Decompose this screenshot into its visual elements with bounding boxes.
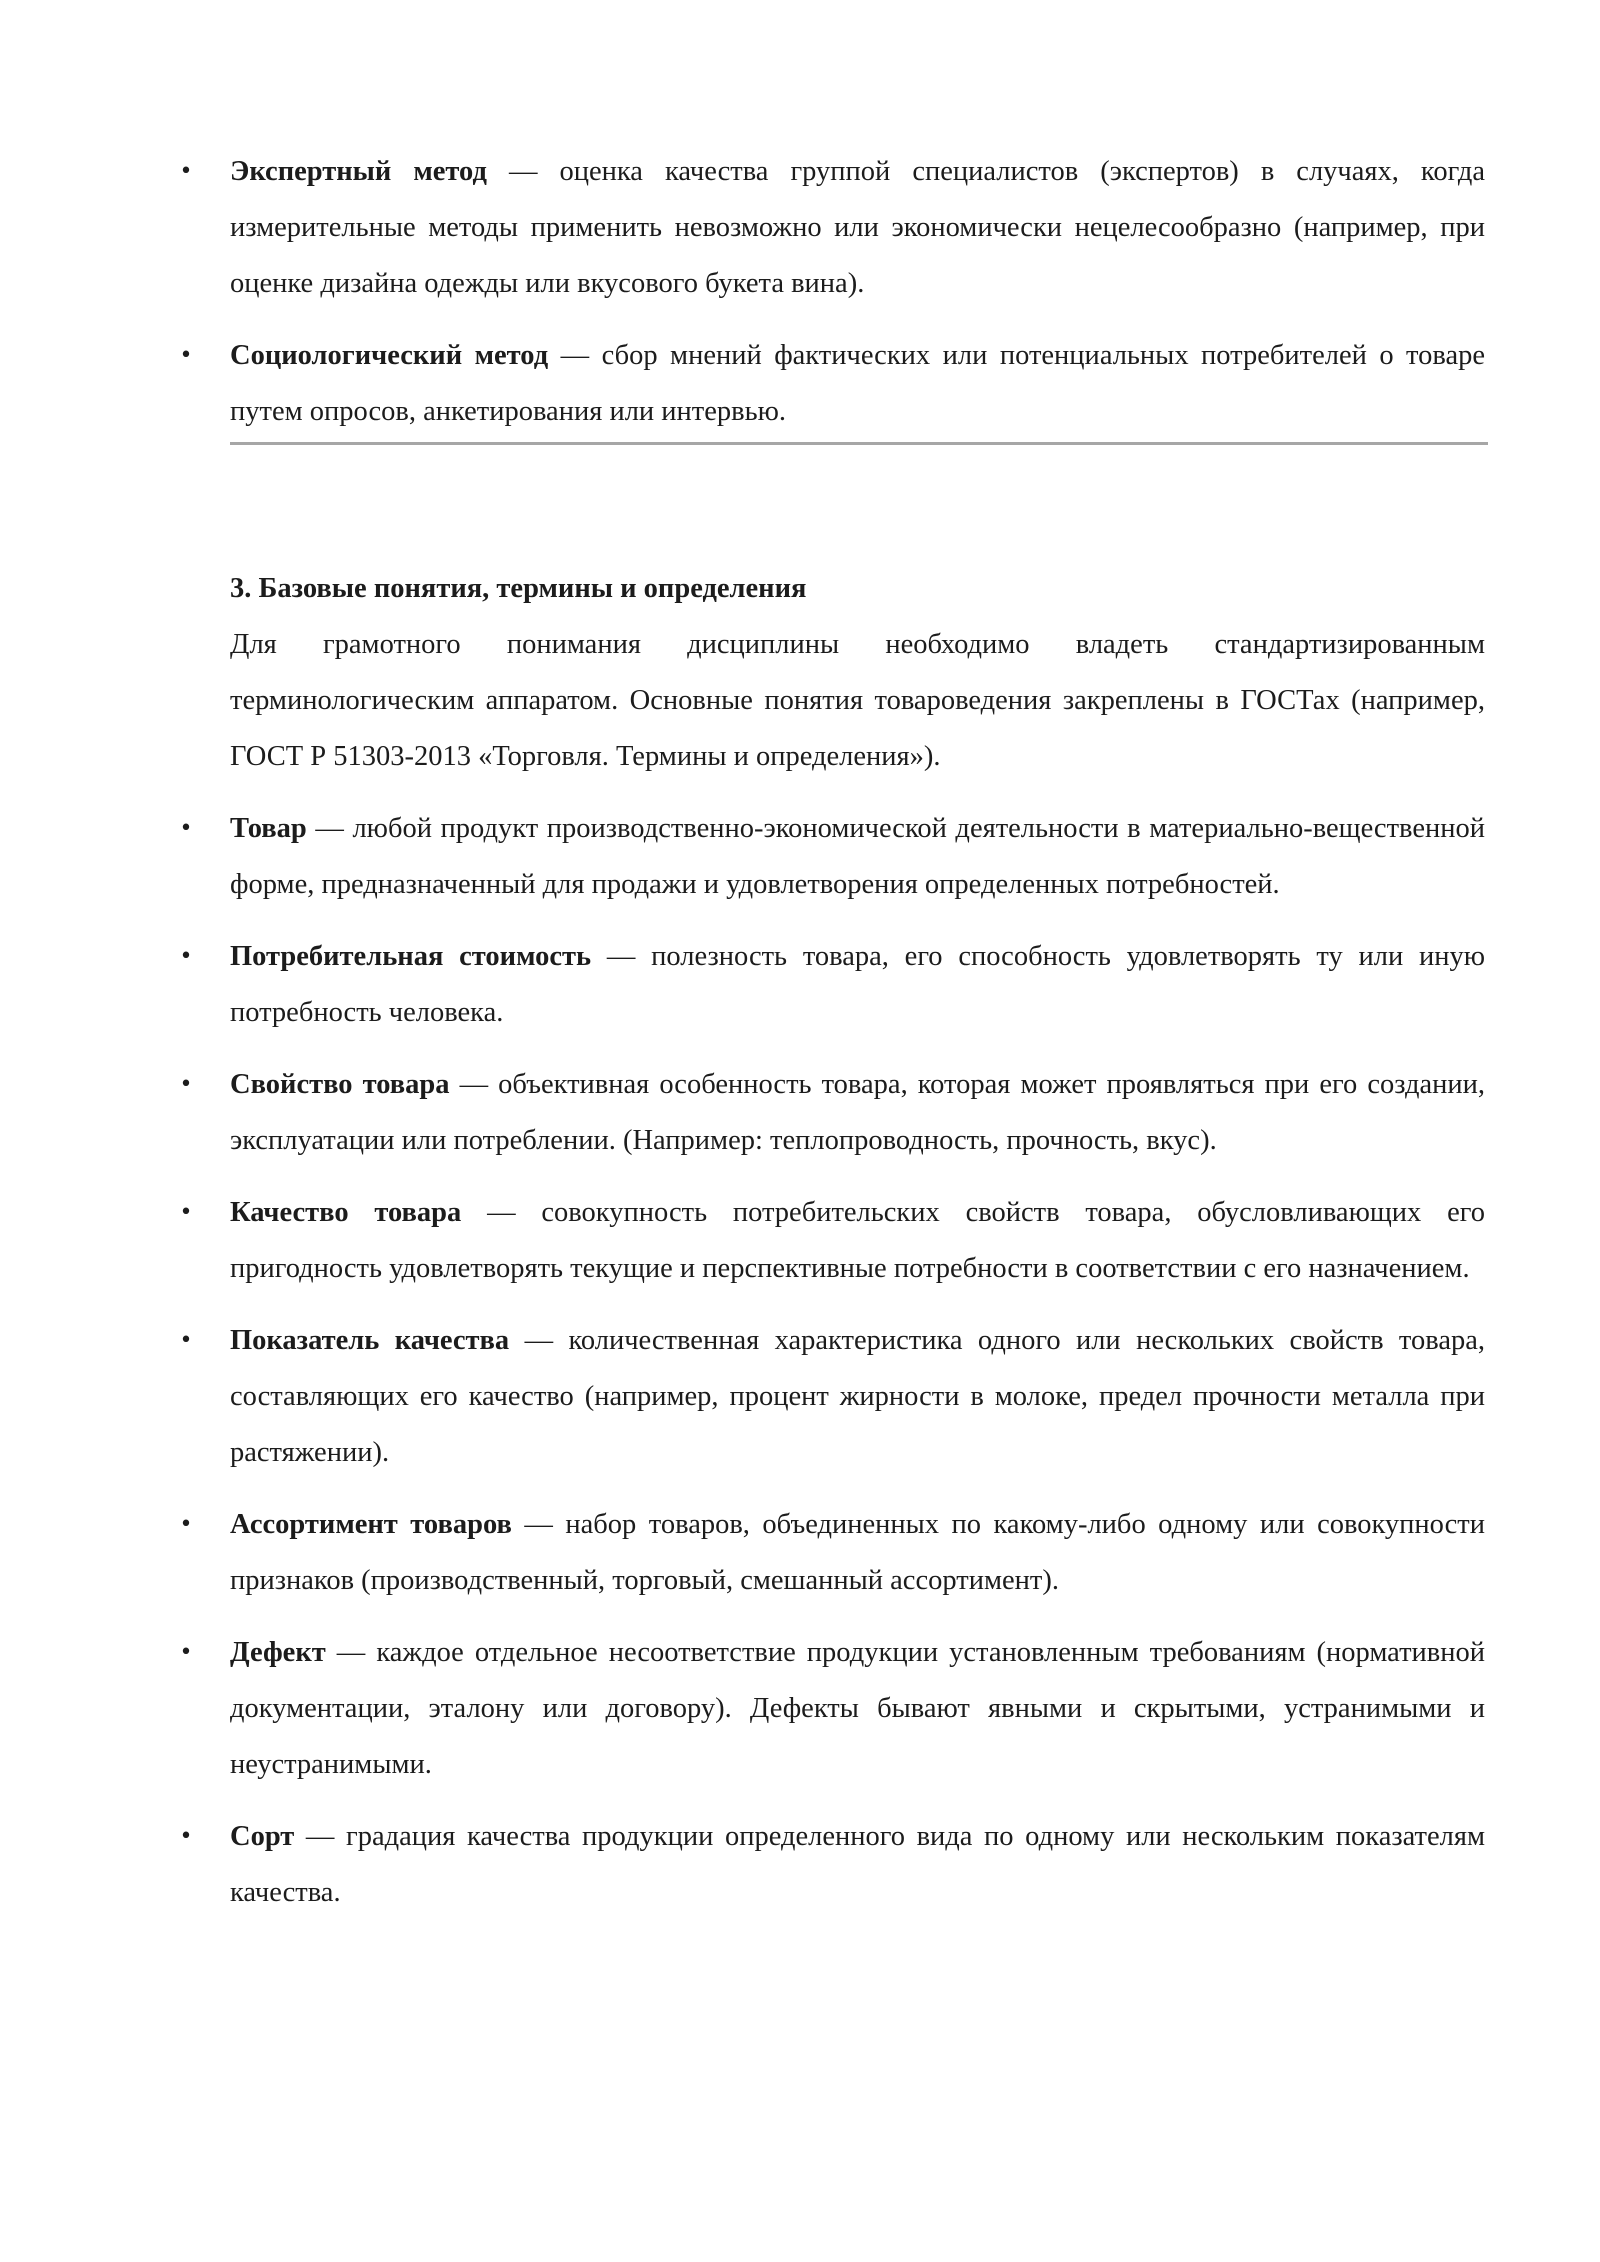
term-definition: — любой продукт производственно-экономической деятельности в материально-вещественной форме, предназначенный для продажи и удовлетворения определенных потребностей. [230,813,1485,900]
term-definition: — количественная характеристика одного или нескольких свойств товара, составляющих его качество (например, процент жирности в молоке, предел прочности металла при растяжении). [230,1325,1486,1468]
bullet-icon: • [179,944,193,969]
term-definition: — полезность товара, его способность удовлетворять ту или иную потребность человека. [230,941,1486,1028]
list-item [179,1625,1485,1793]
methods-list [179,144,1485,440]
bullet-icon: • [179,1512,193,1537]
list-item [179,328,1485,440]
term-label: Свойство товара [230,1069,450,1100]
bullet-icon: • [179,816,193,841]
term-definition: — набор товаров, объединенных по какому-либо одному или совокупности признаков (производственный, торговый, смешанный ассортимент). [230,1509,1485,1596]
term-label: Экспертный метод [230,156,487,187]
bullet-icon: • [179,159,193,184]
list-item [179,1313,1486,1481]
list-item [179,929,1486,1041]
term-definition: — каждое отдельное несоответствие продукции установленным требованиям (нормативной документации, эталону или договору). Дефекты бывают явными и скрытыми, устранимыми и неустранимыми. [230,1637,1485,1780]
term-label: Товар [230,813,307,844]
term-label: Социологический метод [230,340,549,371]
section-intro: Для грамотного понимания дисциплины необходимо владеть стандартизированным терминологическим аппаратом. Основные понятия товароведения закреплены в ГОСТах (например, ГОСТ Р 51303-2013 «Торговля. Термины и определения»). [230,629,1485,772]
bullet-icon: • [179,1640,193,1665]
bullet-icon: • [179,1200,193,1225]
list-item [179,1497,1485,1609]
term-label: Показатель качества [230,1325,510,1356]
term-label: Сорт [230,1821,295,1852]
list-item [179,1057,1485,1169]
bullet-icon: • [179,1072,193,1097]
terms-list [179,801,1486,1921]
term-definition: — сбор мнений фактических или потенциальных потребителей о товаре путем опросов, анкетирования или интервью. [230,340,1485,427]
term-definition: — градация качества продукции определенного вида по одному или нескольким показателям качества. [230,1821,1485,1908]
bullet-icon: • [179,1328,193,1353]
list-item [179,801,1485,913]
section-heading: 3. Базовые понятия, термины и определения [230,573,807,604]
list-item [179,1809,1485,1921]
term-label: Дефект [230,1637,326,1668]
page-content [179,144,1486,1937]
bullet-icon: • [179,1824,193,1849]
bullet-icon: • [179,343,193,368]
horizontal-divider [230,442,1488,445]
term-definition: — оценка качества группой специалистов (экспертов) в случаях, когда измерительные методы применить невозможно или экономически нецелесообразно (например, при оценке дизайна одежды или вкусового букета вина). [230,156,1485,299]
term-definition: — объективная особенность товара, которая может проявляться при его создании, эксплуатации или потреблении. (Например: теплопроводность, прочность, вкус). [230,1069,1485,1156]
list-item [179,144,1485,312]
term-definition: — совокупность потребительских свойств товара, обусловливающих его пригодность удовлетворять текущие и перспективные потребности в соответствии с его назначением. [230,1197,1485,1284]
term-label: Ассортимент товаров [230,1509,512,1540]
term-label: Потребительная стоимость [230,941,592,972]
term-label: Качество товара [230,1197,462,1228]
list-item [179,1185,1485,1297]
